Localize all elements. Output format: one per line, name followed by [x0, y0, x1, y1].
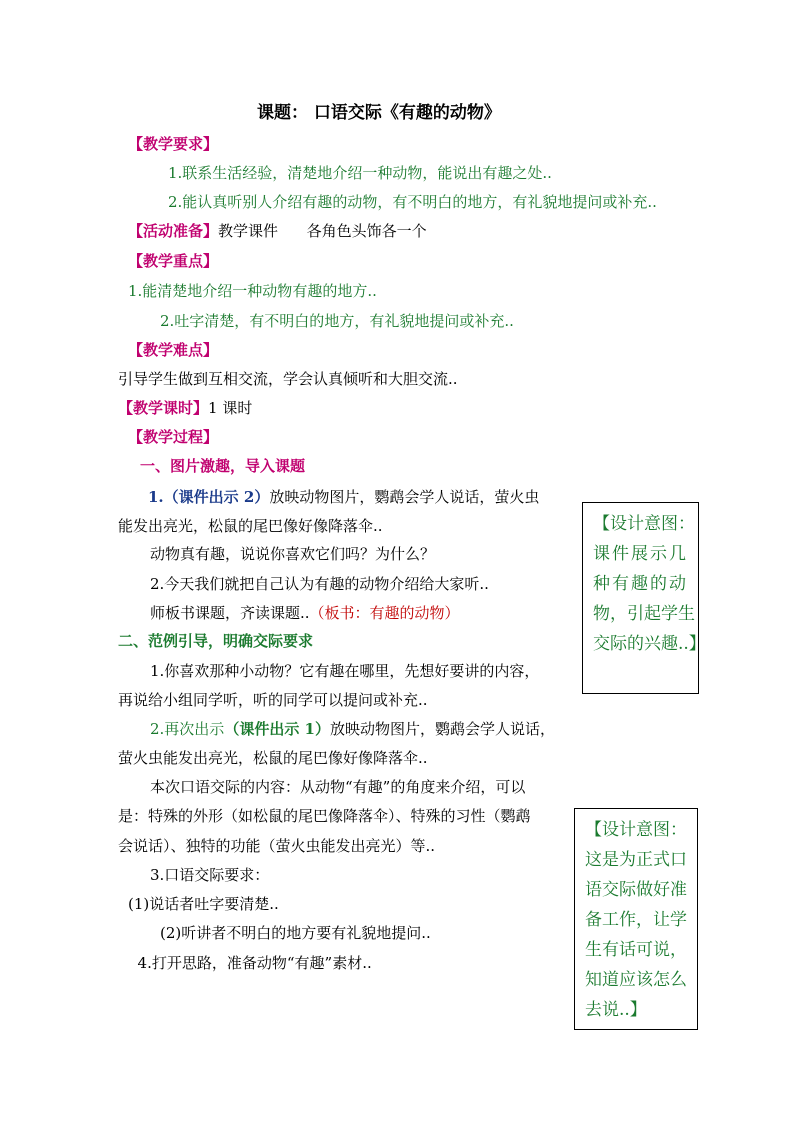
section2-paragraph-6: (2)听讲者不明白的地方要有礼貌地提问.. [160, 924, 431, 942]
section2-paragraph-2a [150, 719, 555, 739]
design-note-2-line: 这是为正式口 [585, 850, 687, 870]
key-point-item-2: 2.吐字清楚，有不明白的地方，有礼貌地提问或补充.. [160, 312, 514, 330]
design-note-1-line: 【设计意图： [593, 514, 695, 534]
key-point-item-1: 1.能清楚地介绍一种动物有趣的地方.. [128, 282, 377, 300]
activity-prep-row [128, 221, 427, 241]
section1-p1-text-a: 放映动物图片，鹦鹉会学人说话，萤火虫 [269, 488, 540, 506]
section2-p7-text: 4.打开思路，准备动物“有趣”素材.. [137, 954, 372, 972]
class-hours-heading: 【教学课时】 [118, 399, 209, 417]
design-note-1-line: 种有趣的动 [593, 574, 688, 594]
section1-p1-tag: （课件出示 2） [163, 488, 270, 506]
design-note-box-2 [574, 808, 698, 1030]
section1-paragraph-1a [148, 487, 539, 507]
section2-paragraph-7 [128, 953, 372, 973]
requirement-item-2: 2.能认真听别人介绍有趣的动物，有不明白的地方，有礼貌地提问或补充.. [168, 193, 657, 211]
design-note-2-line: 去说..】 [585, 1000, 647, 1020]
design-note-2-line: 语交际做好准 [585, 880, 687, 900]
section1-paragraph-1b: 能发出亮光，松鼠的尾巴像好像降落伞.. [118, 517, 383, 535]
section1-p4-text: 师板书课题，齐读课题.. [150, 604, 310, 622]
section2-heading: 二、范例引导，明确交际要求 [118, 632, 314, 650]
section2-paragraph-3a: 本次口语交际的内容：从动物“有趣”的角度来介绍，可以 [150, 778, 526, 796]
section2-paragraph-4: 3.口语交际要求： [150, 866, 270, 884]
design-note-box-1 [582, 502, 706, 694]
section1-paragraph-4 [150, 603, 460, 623]
section2-p2-text: 放映动物图片，鹦鹉会学人说话， [329, 720, 555, 738]
requirement-item-1: 1.联系生活经验，清楚地介绍一种动物，能说出有趣之处.. [168, 164, 552, 182]
activity-prep-heading: 【活动准备】 [128, 222, 219, 240]
design-note-2-line: 知道应该怎么 [585, 970, 687, 990]
class-hours-content: 1 课时 [208, 399, 253, 417]
section2-paragraph-5: (1)说话者吐字要清楚.. [128, 895, 279, 913]
section1-paragraph-3: 2.今天我们就把自己认为有趣的动物介绍给大家听.. [150, 575, 489, 593]
key-points-heading: 【教学重点】 [128, 252, 219, 270]
section2-paragraph-3c: 会说话）、独特的功能（萤火虫能发出亮光）等.. [118, 837, 436, 855]
difficulty-content: 引导学生做到互相交流，学会认真倾听和大胆交流.. [118, 370, 458, 388]
section1-heading: 一、图片激趣，导入课题 [140, 457, 306, 475]
section2-paragraph-2b: 萤火虫能发出亮光，松鼠的尾巴像好像降落伞.. [118, 749, 428, 767]
section2-paragraph-1a: 1.你喜欢那种小动物？它有趣在哪里，先想好要讲的内容， [150, 662, 540, 680]
page-title: 课题： 口语交际《有趣的动物》 [257, 103, 501, 123]
difficulty-heading: 【教学难点】 [128, 341, 219, 359]
section2-p2-number: 2.再次出示 [150, 720, 225, 738]
teaching-requirements-heading: 【教学要求】 [128, 135, 219, 153]
board-writing-note: （板书：有趣的动物） [309, 604, 460, 622]
section1-p1-number: 1. [148, 488, 164, 506]
activity-prep-content: 教学课件 各角色头饰各一个 [218, 222, 427, 240]
section2-p2-tag: （课件出示 1） [224, 720, 330, 738]
section2-paragraph-1b: 再说给小组同学听，听的同学可以提问或补充.. [118, 691, 428, 709]
design-note-2-line: 生有话可说， [585, 940, 687, 960]
design-note-1-line: 物，引起学生 [593, 604, 695, 624]
design-note-1-line: 交际的兴趣..】 [593, 634, 706, 654]
section2-paragraph-3b: 是：特殊的外形（如松鼠的尾巴像降落伞）、特殊的习性（鹦鹉 [118, 807, 531, 825]
process-heading: 【教学过程】 [128, 428, 219, 446]
section1-paragraph-2: 动物真有趣，说说你喜欢它们吗？为什么？ [150, 545, 436, 563]
design-note-2-line: 【设计意图： [585, 820, 687, 840]
class-hours-row [118, 398, 252, 418]
design-note-1-line: 课件展示几 [593, 544, 688, 564]
design-note-2-line: 备工作，让学 [585, 910, 687, 930]
